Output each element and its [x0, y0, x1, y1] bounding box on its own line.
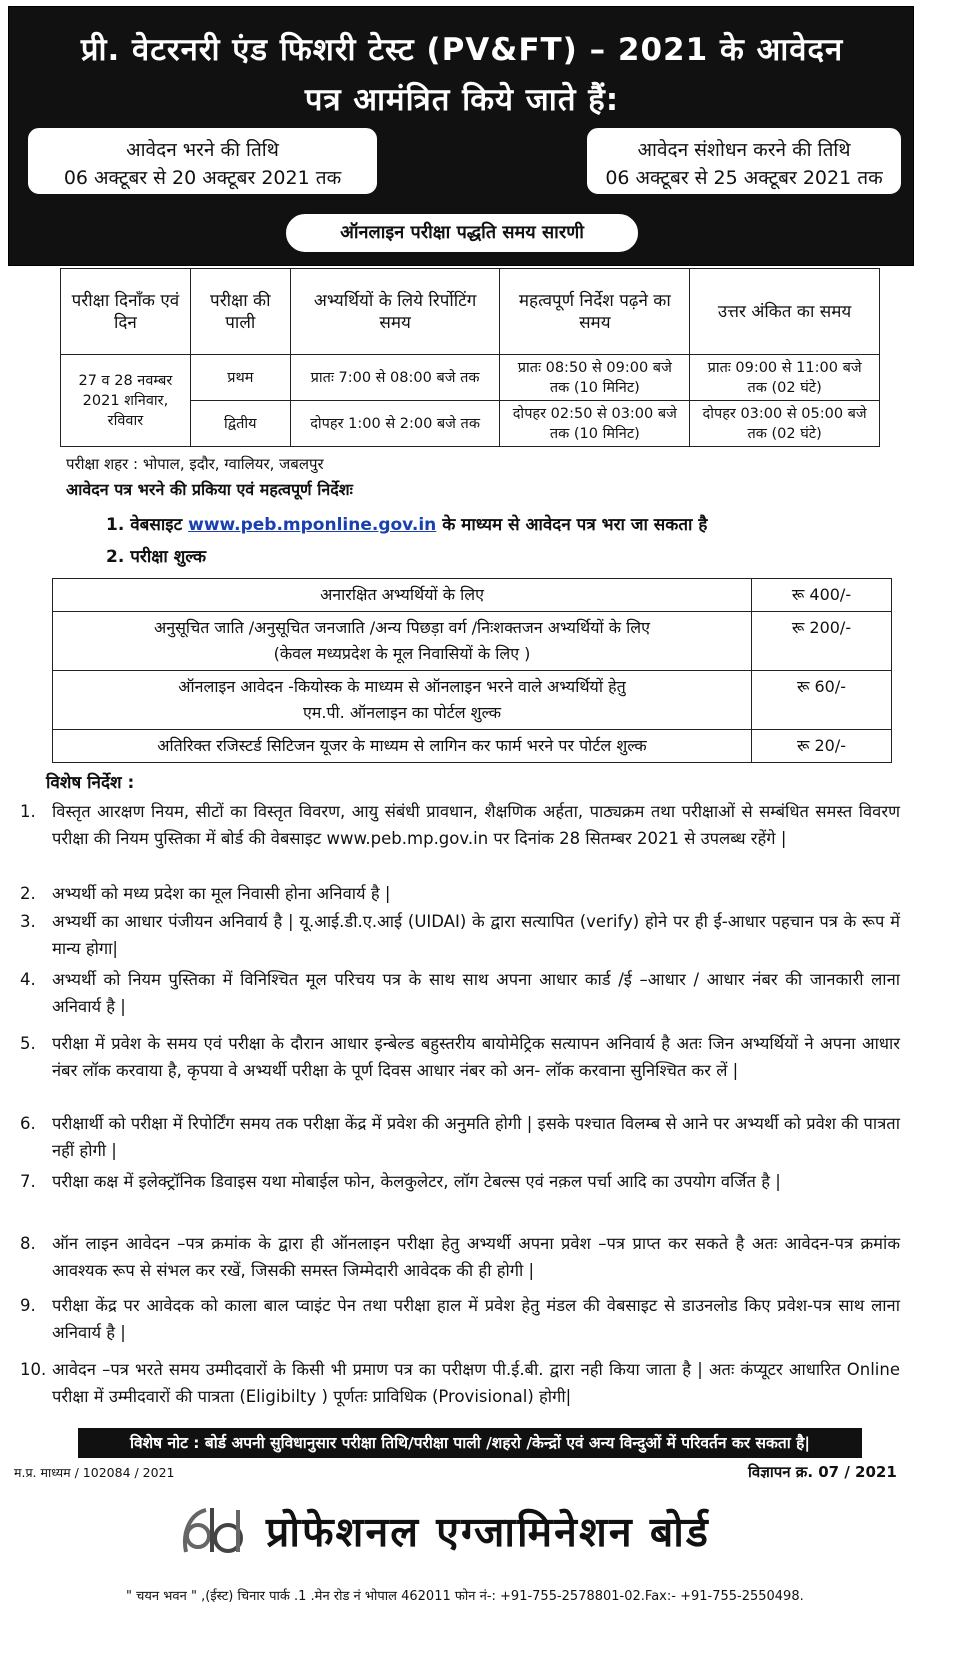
point-1-prefix: 1. वेबसाइट: [106, 515, 183, 535]
correction-dates-box: [584, 125, 904, 197]
correction-dates-value: 06 अक्टूबर से 25 अक्टूबर 2021 तक: [605, 167, 883, 189]
fee-category-text: ऑनलाइन आवेदन -कियोस्क के माध्यम से ऑनलाइन भरने वाले अभ्यर्थियों हेतु: [178, 677, 626, 696]
reporting-cell: प्रातः 7:00 से 08:00 बजे तक: [290, 355, 500, 401]
peb-logo-icon: [176, 1500, 254, 1562]
point-1-suffix: के माध्यम से आवेदन पत्र भरा जा सकता है: [442, 515, 708, 535]
table-row: [53, 730, 892, 763]
advertisement-number: विज्ञापन क्र. 07 / 2021: [748, 1463, 897, 1481]
table-row: [61, 355, 880, 401]
application-dates-box: [25, 125, 380, 197]
list-text: अभ्यर्थी को नियम पुस्तिका में विनिश्चित मूल परिचय पत्र के साथ साथ अपना आधार कार्ड /ई –आधार / आधार नंबर की जानकारी लाना अनिवार्य है |: [52, 970, 900, 1016]
website-link[interactable]: www.peb.mponline.gov.in: [188, 515, 437, 535]
exam-cities: परीक्षा शहर : भोपाल, इदौर, ग्वालियर, जबलपुर: [66, 455, 324, 473]
list-number: 2.: [20, 884, 36, 903]
title-line-1: प्री. वेटरनरी एंड फिशरी टेस्ट (PV&FT) – 2021 के आवेदन: [80, 32, 844, 68]
list-text: परीक्षार्थी को परीक्षा में रिपोर्टिंग समय तक परीक्षा केंद्र में प्रवेश की अनुमति होगी | इसके पश्चात विलम्ब से आने पर अभ्यर्थी को प्रवेश की पात्रता नहीं होगी |: [52, 1114, 900, 1160]
table-row: [53, 579, 892, 612]
list-number: 10.: [20, 1360, 47, 1379]
process-heading: आवेदन पत्र भरने की प्रकिया एवं महत्वपूर्ण निर्देशः: [66, 480, 353, 499]
list-number: 6.: [20, 1114, 36, 1133]
point-1: [106, 512, 707, 535]
shift-cell: द्वितीय: [190, 401, 290, 447]
schedule-heading: ऑनलाइन परीक्षा पद्धति समय सारणी: [283, 211, 641, 255]
fee-amount: रू 60/-: [752, 671, 892, 730]
list-text: परीक्षा केंद्र पर आवेदक को काला बाल प्वाइंट पेन तथा परीक्षा हाल में प्रवेश हेतु मंडल की वेबसाइट से डाउनलोड किए प्रवेश-पत्र साथ लाना अनिवार्य है |: [52, 1296, 900, 1342]
media-reference: म.प्र. माध्यम / 102084 / 2021: [14, 1465, 175, 1480]
list-text: अभ्यर्थी को मध्य प्रदेश का मूल निवासी होना अनिवार्य है |: [52, 884, 391, 903]
list-text: अभ्यर्थी का आधार पंजीयन अनिवार्य है | यू.आई.डी.ए.आई (UIDAI) के द्वारा सत्यापित (verify) होने पर ही ई-आधार पहचान पत्र के रूप में मान्य होगा|: [52, 912, 900, 958]
schedule-table: [60, 268, 880, 447]
fee-amount: रू 200/-: [752, 612, 892, 671]
list-text: ऑन लाइन आवेदन –पत्र क्रमांक के द्वारा ही ऑनलाइन परीक्षा हेतु अभ्यर्थी अपना प्रवेश –पत्र प्राप्त कर सकते है अतः आवेदन-पत्र क्रमांक आवश्यक रूप से संभल कर रखें, जिसकी समस्त जिम्मेदारी आवेदक की ही होगी |: [52, 1234, 900, 1280]
fee-category-note: (केवल मध्यप्रदेश के मूल निवासियों के लिए ): [273, 644, 531, 663]
application-dates-value: 06 अक्टूबर से 20 अक्टूबर 2021 तक: [63, 167, 342, 189]
fee-amount: रू 20/-: [752, 730, 892, 763]
shift-cell: प्रथम: [190, 355, 290, 401]
schedule-header-date: परीक्षा दिनाँक एवं दिन: [61, 269, 191, 355]
application-dates-label: आवेदन भरने की तिथि: [126, 139, 279, 161]
organization-address: " चयन भवन " ,(ईस्ट) चिनार पार्क .1 .मेन रोड नं भोपाल 462011 फोन नं-: +91-755-2578801-02.Fax:- +91-755-2550498.: [126, 1589, 804, 1604]
answering-cell: प्रातः 09:00 से 11:00 बजे तक (02 घंटे): [690, 355, 880, 401]
list-number: 8.: [20, 1234, 36, 1253]
schedule-header-answering: उत्तर अंकित का समय: [690, 269, 880, 355]
fee-table: [52, 578, 892, 763]
list-text: परीक्षा में प्रवेश के समय एवं परीक्षा के दौरान आधार इन्बेल्ड बहुस्तरीय बायोमेट्रिक सत्यापन अनिवार्य है अतः जिन अभ्यर्थियों ने अपना आधार नंबर लॉक करवाया है, कृपया वे अभ्यर्थी परीक्षा के पूर्ण दिवस आधार नंबर को अन- लॉक करवाना सुनिश्चित कर लें |: [52, 1034, 900, 1080]
schedule-header-shift: परीक्षा की पाली: [190, 269, 290, 355]
special-note: विशेष नोट : बोर्ड अपनी सुविधानुसार परीक्षा तिथि/परीक्षा पाली /शहरो /केन्द्रों एवं अन्य विन्दुओं में परिवर्तन कर सकता है|: [78, 1428, 862, 1458]
answering-cell: दोपहर 03:00 से 05:00 बजे तक (02 घंटे): [690, 401, 880, 447]
schedule-date-cell: 27 व 28 नवम्बर 2021 शनिवार, रविवार: [61, 355, 191, 447]
fee-category: [53, 612, 752, 671]
point-2: 2. परीक्षा शुल्क: [106, 547, 207, 567]
fee-category: अनारक्षित अभ्यर्थियों के लिए: [53, 579, 752, 612]
list-number: 9.: [20, 1296, 36, 1315]
list-text: आवेदन –पत्र भरते समय उम्मीदवारों के किसी भी प्रमाण पत्र का परीक्षण पी.ई.बी. द्वारा नही किया जाता है | अतः कंप्यूटर आधारित Online परीक्षा में उम्मीदवारों की पात्रता (Eligibilty ) पूर्णतः प्राविधिक (Provisional) होगी|: [52, 1360, 900, 1406]
schedule-header-instructions: महत्वपूर्ण निर्देश पढ़ने का समय: [500, 269, 690, 355]
fee-category-note: एम.पी. ऑनलाइन का पोर्टल शुल्क: [302, 703, 502, 722]
fee-amount: रू 400/-: [752, 579, 892, 612]
schedule-header-reporting: अभ्यर्थियों के लिये रिर्पोटिंग समय: [290, 269, 500, 355]
list-text: विस्तृत आरक्षण नियम, सीटों का विस्तृत विवरण, आयु संबंधी प्रावधान, शैक्षणिक अर्हता, पाठ्यक्रम तथा परीक्षाओं से सम्बंधित समस्त विवरण परीक्षा की नियम पुस्तिका में बोर्ड की वेबसाइट www.peb.mp.gov.in पर दिनांक 28 सितम्बर 2021 से उपलब्ध रहेंगे |: [52, 802, 900, 848]
fee-category-text: अनुसूचित जाति /अनुसूचित जनजाति /अन्य पिछड़ा वर्ग /निःशक्तजन अभ्यर्थियों के लिए: [154, 618, 650, 637]
advertisement-page: [8, 6, 914, 1656]
header-banner: [8, 6, 914, 266]
table-row: [53, 612, 892, 671]
list-number: 4.: [20, 970, 36, 989]
title-line-2: पत्र आमंत्रित किये जाते हैं:: [304, 82, 620, 118]
schedule-header-row: [61, 269, 880, 355]
list-number: 1.: [20, 802, 36, 821]
fee-category: [53, 671, 752, 730]
organization-name: प्रोफेशनल एग्जामिनेशन बोर्ड: [266, 1508, 710, 1556]
list-text: परीक्षा कक्ष में इलेक्ट्रॉनिक डिवाइस यथा मोबाईल फोन, केलकुलेटर, लॉग टेबल्स एवं नक़ल पर्चा आदि का उपयोग वर्जित है |: [52, 1172, 781, 1191]
page-title: [9, 25, 915, 125]
reporting-cell: दोपहर 1:00 से 2:00 बजे तक: [290, 401, 500, 447]
table-row: [53, 671, 892, 730]
correction-dates-label: आवेदन संशोधन करने की तिथि: [637, 139, 851, 161]
list-number: 7.: [20, 1172, 36, 1191]
instructions-time-cell: प्रातः 08:50 से 09:00 बजे तक (10 मिनिट): [500, 355, 690, 401]
list-number: 5.: [20, 1034, 36, 1053]
list-number: 3.: [20, 912, 36, 931]
fee-category: अतिरिक्त रजिस्टर्ड सिटिजन यूजर के माध्यम से लागिन कर फार्म भरने पर पोर्टल शुल्क: [53, 730, 752, 763]
instructions-time-cell: दोपहर 02:50 से 03:00 बजे तक (10 मिनिट): [500, 401, 690, 447]
special-instructions-heading: विशेष निर्देश :: [46, 773, 135, 793]
